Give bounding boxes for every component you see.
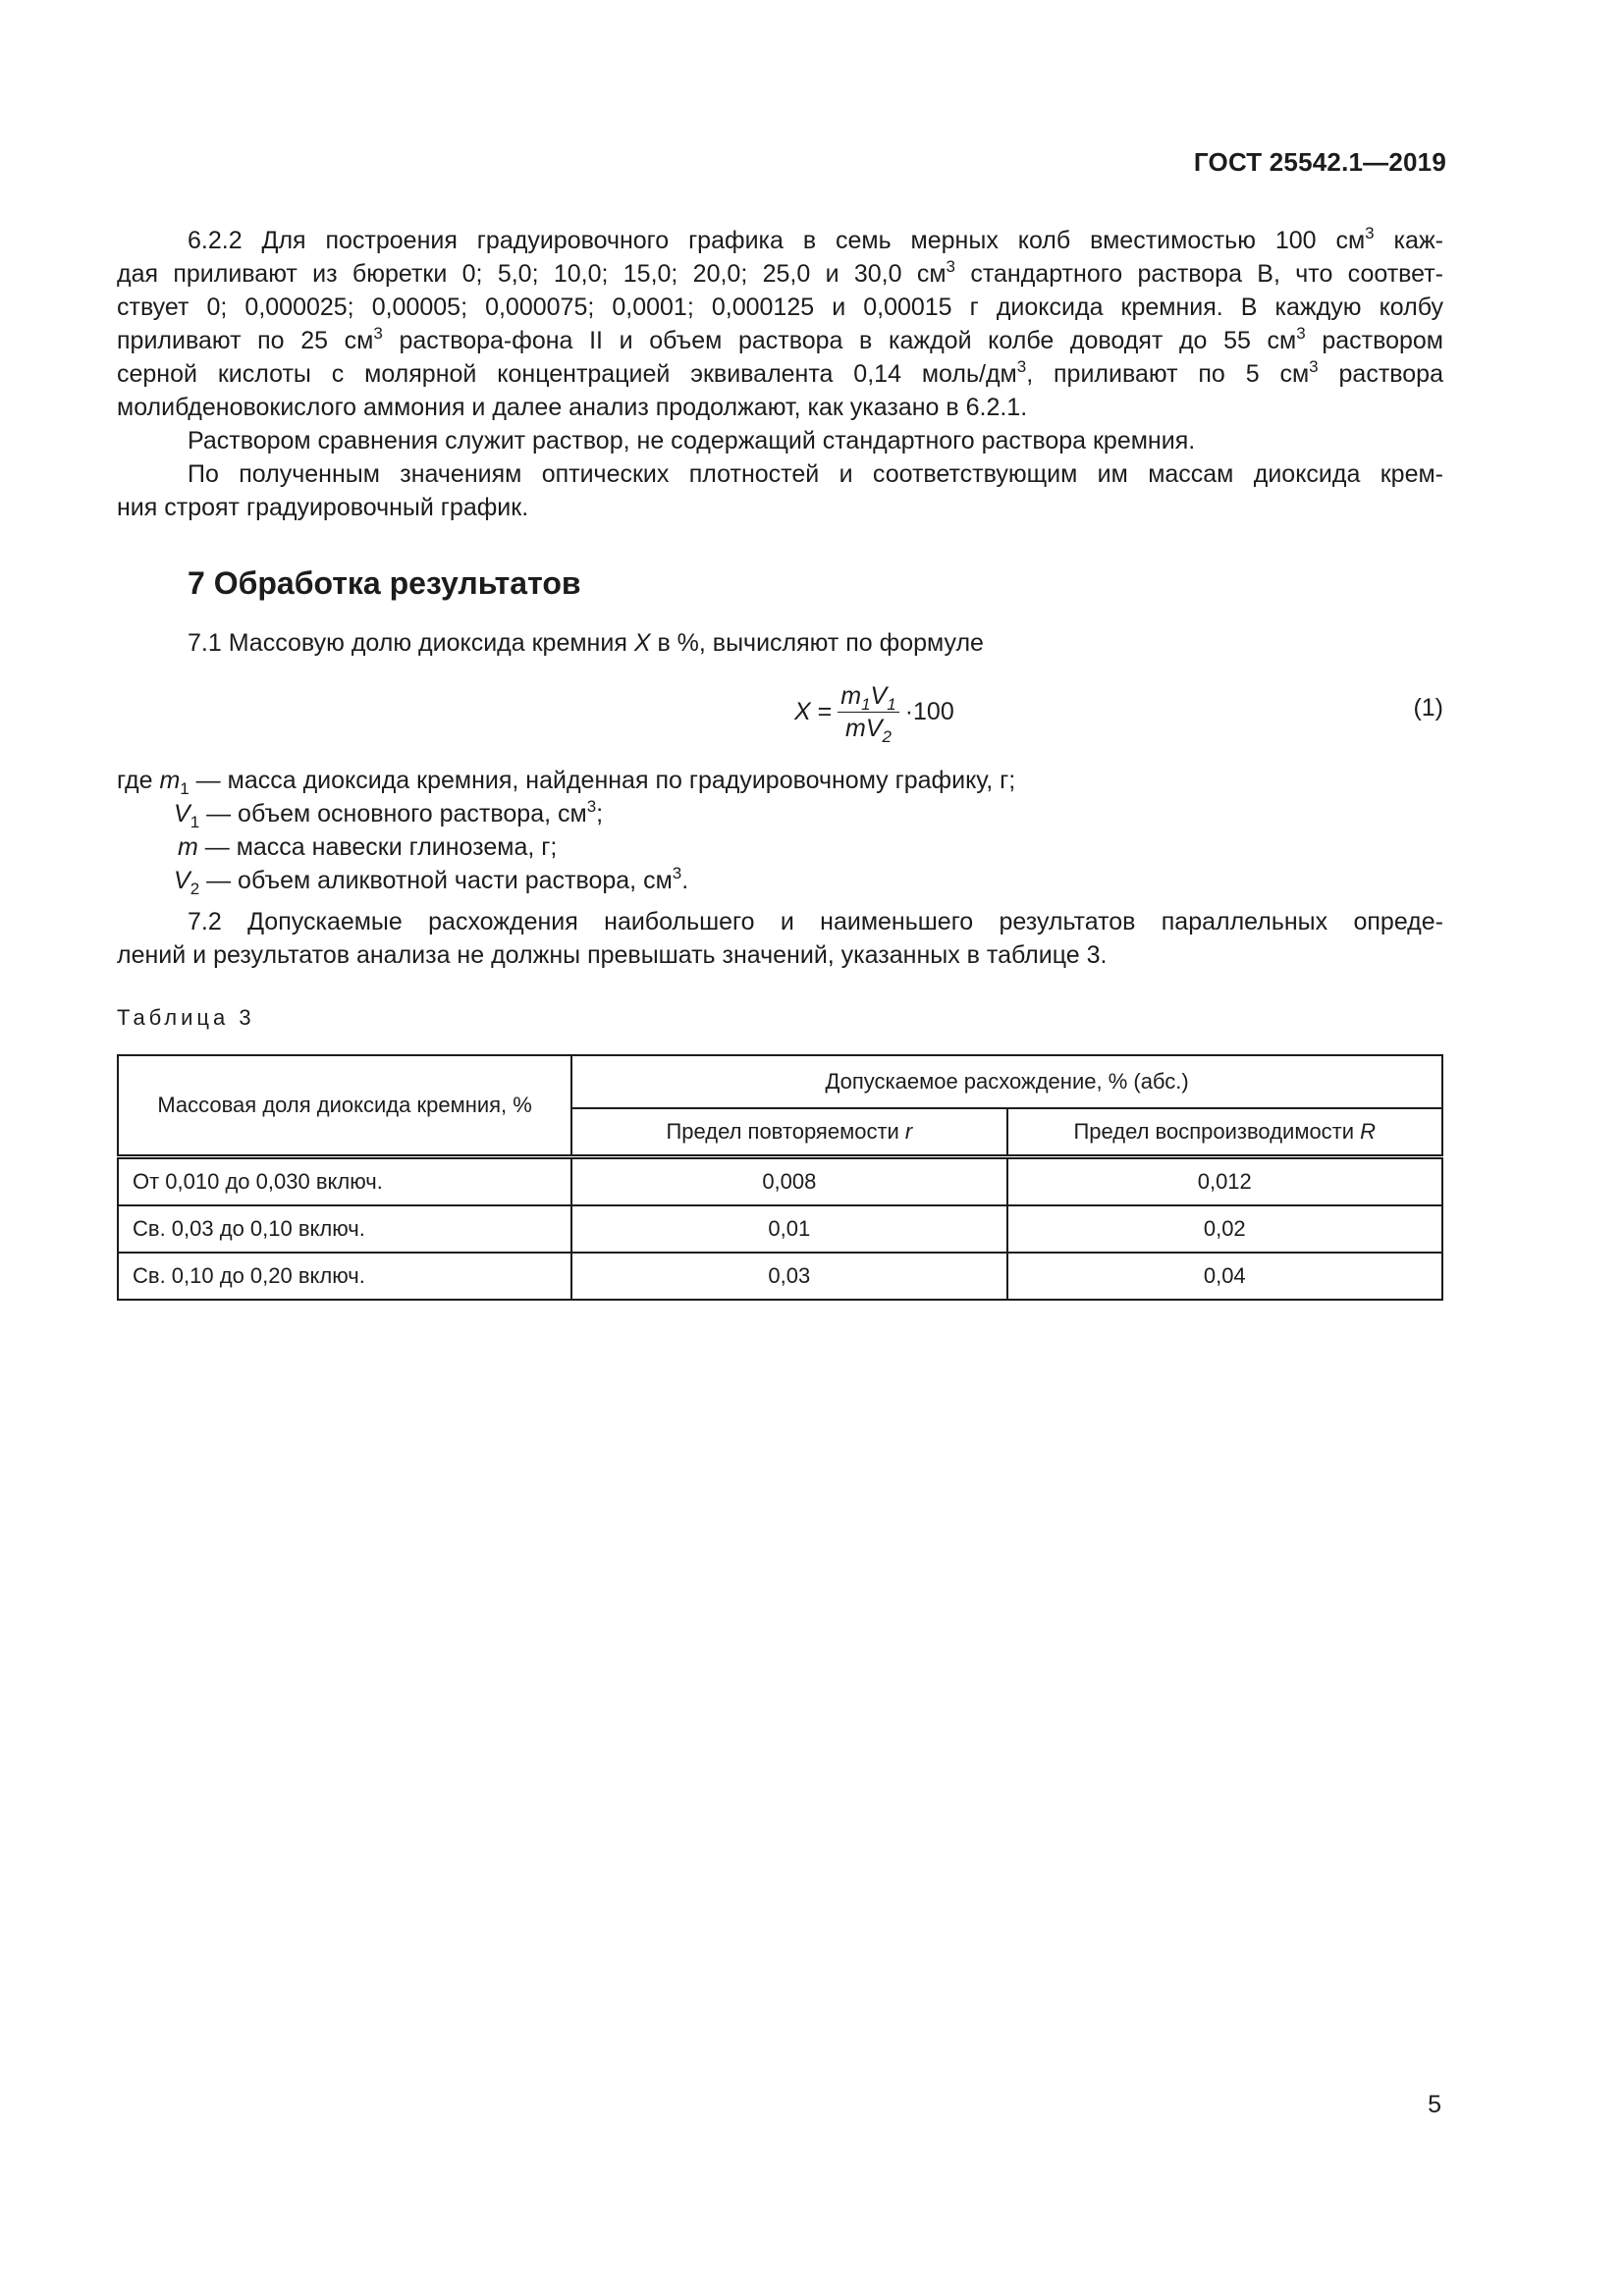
table-caption: Таблица 3: [117, 1005, 255, 1030]
table-header-group: Допускаемое расхождение, % (абс.): [571, 1055, 1442, 1108]
text-line: дая приливают из бюретки 0; 5,0; 10,0; 15,0; 20,0; 25,0 и 30,0 $см^3$ стандартного раствора В, что соответ-: [117, 257, 1444, 288]
paragraph-graph-line: ния строят градуировочный график.: [117, 494, 529, 521]
formula-fraction: $\frac{m_1V_1}{mV_2}$: [838, 682, 898, 742]
table-row: От 0,010 до 0,030 включ. 0,008 0,012: [118, 1157, 1442, 1206]
tolerance-table: [117, 1054, 1443, 1301]
table-header-reproducibility: Предел воспроизводимости R: [1007, 1108, 1442, 1157]
text-line: приливают по 25 $см^3$ раствора-фона II и объем раствора в каждой колбе доводят до 55 $см^3$ раствором: [117, 324, 1443, 354]
paragraph-7-1: 7.1 Массовую долю диоксида кремния X в %, вычисляют по формуле: [188, 629, 984, 657]
legend-row: где $m_1$ — масса диоксида кремния, найденная по градуировочному графику, г;: [117, 767, 1016, 798]
legend-row: m — масса навески глинозема, г;: [178, 833, 558, 861]
text-line: молибденовокислого аммония и далее анализ продолжают, как указано в 6.2.1.: [117, 394, 1028, 421]
page-number: 5: [1428, 2091, 1441, 2118]
paragraph-graph-line: По полученным значениям оптических плотностей и соответствующим им массам диоксида крем-: [188, 460, 1443, 488]
legend-row: $V_2$ — объем аликвотной части раствора, $см^3$.: [174, 864, 689, 898]
legend-row: $V_1$ — объем основного раствора, $см^3$;: [174, 797, 604, 831]
formula-number: (1): [1413, 694, 1443, 721]
paragraph-6-2-2: [117, 224, 1443, 524]
table-header-repeatability: Предел повторяемости r: [571, 1108, 1006, 1157]
formula-1: [117, 677, 1443, 746]
section-title: 7 Обработка результатов: [188, 565, 581, 601]
text-line: серной кислоты с молярной концентрацией эквивалента 0,14 моль/$дм^3$, приливают по 5 $см^3$ раствора: [117, 357, 1443, 388]
document-header: ГОСТ 25542.1—2019: [1193, 147, 1446, 177]
table-header-mass-fraction: Массовая доля диоксида кремния, %: [118, 1055, 571, 1157]
table-row: Св. 0,03 до 0,10 включ. 0,01 0,02: [118, 1205, 1442, 1253]
formula-expression: X = $\frac{m_1V_1}{mV_2}$ ·100: [794, 681, 954, 746]
text-line: ствует 0; 0,000025; 0,00005; 0,000075; 0,0001; 0,000125 и 0,00015 г диоксида кремния. В каждую колбу: [117, 294, 1443, 321]
paragraph-7-2: 7.2 Допускаемые расхождения наибольшего и наименьшего результатов параллельных опреде- лений и результатов анализа не должны превышать значений, указанных в таблице 3.: [117, 908, 1443, 969]
table-row: Св. 0,10 до 0,20 включ. 0,03 0,04: [118, 1253, 1442, 1300]
paragraph-reference-solution: Раствором сравнения служит раствор, не содержащий стандартного раствора кремния.: [188, 427, 1196, 454]
text-line: 6.2.2 Для построения градуировочного графика в семь мерных колб вместимостью 100 $см^3$ каж-: [188, 224, 1443, 254]
formula-legend: [117, 764, 1443, 897]
